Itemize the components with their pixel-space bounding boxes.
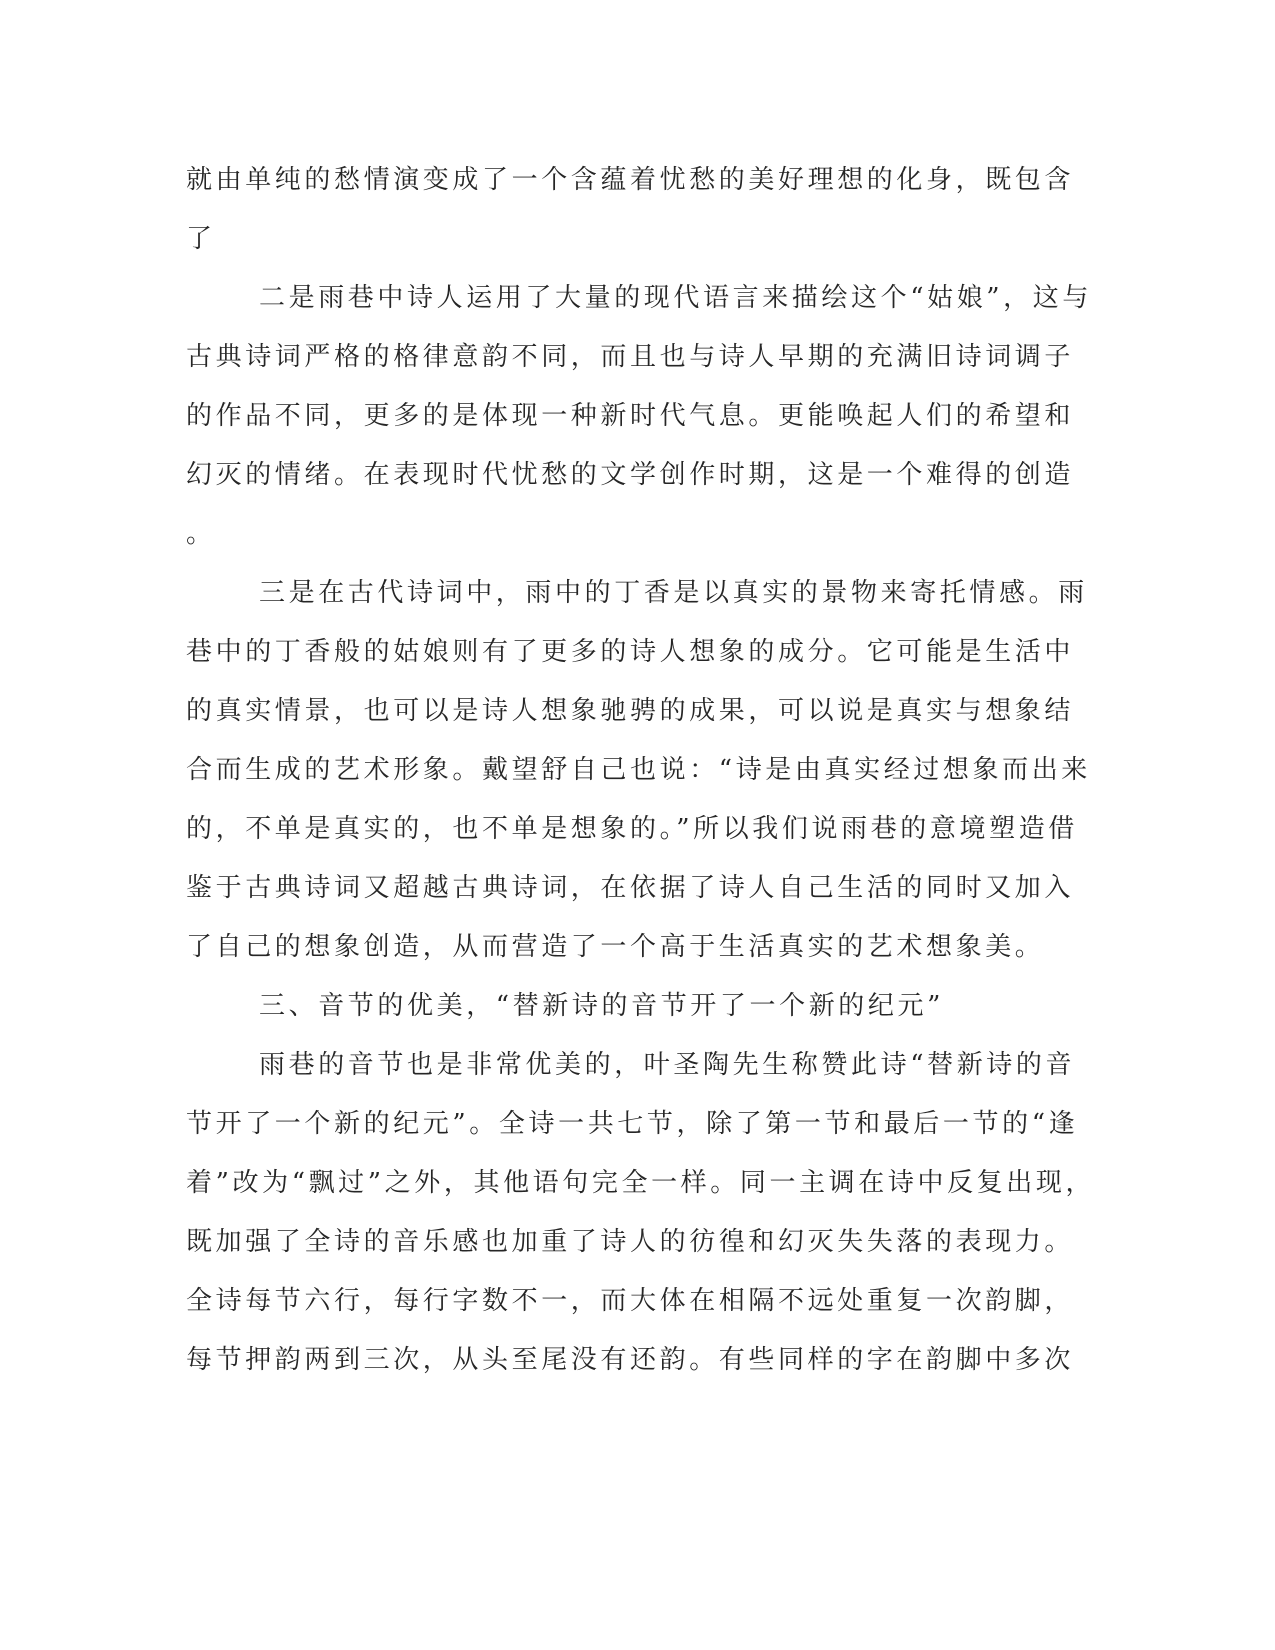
paragraph-start-line: 雨巷的音节也是非常优美的，叶圣陶先生称赞此诗“替新诗的音 (259, 1050, 1076, 1080)
text-line: 全诗每节六行，每行字数不一，而大体在相隔不远处重复一次韵脚， (186, 1286, 1075, 1316)
text-line: 就由单纯的愁情演变成了一个含蕴着忧愁的美好理想的化身，既包含 (186, 165, 1075, 195)
text-line: 了自己的想象创造，从而营造了一个高于生活真实的艺术想象美。 (186, 932, 1045, 962)
text-line: 幻灭的情绪。在表现时代忧愁的文学创作时期，这是一个难得的创造 (186, 460, 1075, 490)
text-line: 节开了一个新的纪元”。全诗一共七节，除了第一节和最后一节的“逢 (186, 1109, 1079, 1139)
paragraph-start-line: 三是在古代诗词中，雨中的丁香是以真实的景物来寄托情感。雨 (259, 578, 1088, 608)
text-line: 的，不单是真实的，也不单是想象的。”所以我们说雨巷的意境塑造借 (186, 814, 1078, 844)
text-line: 的作品不同，更多的是体现一种新时代气息。更能唤起人们的希望和 (186, 401, 1075, 431)
section-heading: 三、音节的优美，“替新诗的音节开了一个新的纪元” (259, 991, 944, 1021)
text-line: 了 (186, 224, 216, 254)
text-line: 每节押韵两到三次，从头至尾没有还韵。有些同样的字在韵脚中多次 (186, 1345, 1075, 1375)
text-line: 的真实情景，也可以是诗人想象驰骋的成果，可以说是真实与想象结 (186, 696, 1075, 726)
text-line: 古典诗词严格的格律意韵不同，而且也与诗人早期的充满旧诗词调子 (186, 342, 1075, 372)
text-line: 。 (186, 519, 216, 549)
text-line: 鉴于古典诗词又超越古典诗词，在依据了诗人自己生活的同时又加入 (186, 873, 1075, 903)
text-line: 既加强了全诗的音乐感也加重了诗人的彷徨和幻灭失失落的表现力。 (186, 1227, 1075, 1257)
paragraph-start-line: 二是雨巷中诗人运用了大量的现代语言来描绘这个“姑娘”，这与 (259, 283, 1092, 313)
text-line: 着”改为“飘过”之外，其他语句完全一样。同一主调在诗中反复出现， (186, 1168, 1096, 1198)
text-line: 合而生成的艺术形象。戴望舒自己也说：“诗是由真实经过想象而出来 (186, 755, 1091, 785)
text-line: 巷中的丁香般的姑娘则有了更多的诗人想象的成分。它可能是生活中 (186, 637, 1075, 667)
